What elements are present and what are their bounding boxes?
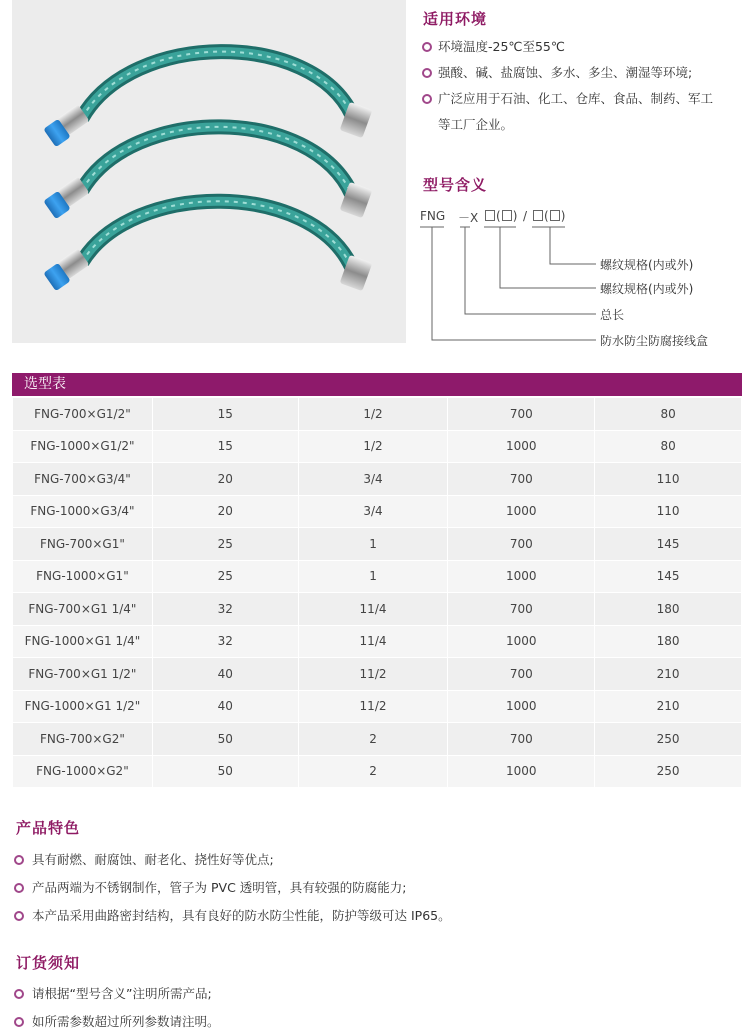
table-cell: FNG-700×G1/2" xyxy=(13,398,153,431)
table-cell: 1/2 xyxy=(298,398,448,431)
table-cell: 1/2 xyxy=(298,430,448,463)
table-row xyxy=(13,528,742,561)
table-cell: 1000 xyxy=(448,625,595,658)
bullet-circle-icon xyxy=(422,68,432,78)
table-row xyxy=(13,430,742,463)
ordering-item xyxy=(14,1008,734,1031)
model-slash: / xyxy=(523,209,528,223)
bullet-circle-icon xyxy=(422,94,432,104)
table-cell: 11/2 xyxy=(298,690,448,723)
table-cell: 1000 xyxy=(448,690,595,723)
table-row xyxy=(13,398,742,431)
table-cell: 1000 xyxy=(448,560,595,593)
table-cell: 15 xyxy=(152,398,298,431)
table-cell: 110 xyxy=(595,495,742,528)
table-cell: 25 xyxy=(152,528,298,561)
table-cell: 700 xyxy=(448,723,595,756)
table-cell: 32 xyxy=(152,593,298,626)
table-cell: 80 xyxy=(595,398,742,431)
table-cell: 700 xyxy=(448,463,595,496)
model-label-box: 防水防尘防腐接线盒 xyxy=(600,334,709,348)
table-cell: 110 xyxy=(595,463,742,496)
model-thread-1: ( ) xyxy=(484,209,517,223)
table-cell: 40 xyxy=(152,690,298,723)
environment-item xyxy=(422,60,742,86)
table-cell: 25 xyxy=(152,560,298,593)
feature-item xyxy=(14,846,734,874)
table-cell: FNG-700×G1 1/2" xyxy=(13,658,153,691)
environment-item xyxy=(422,86,742,138)
environment-item-text: 等工厂企业。 xyxy=(438,117,514,132)
feature-item xyxy=(14,902,734,930)
table-cell: 20 xyxy=(152,495,298,528)
table-row xyxy=(13,495,742,528)
ordering-title: 订货须知 xyxy=(16,954,81,972)
bullet-circle-icon xyxy=(14,1017,24,1027)
table-cell: 50 xyxy=(152,723,298,756)
table-cell: FNG-1000×G1/2" xyxy=(13,430,153,463)
table-cell: 210 xyxy=(595,658,742,691)
table-cell: 1000 xyxy=(448,755,595,788)
table-cell: 145 xyxy=(595,560,742,593)
table-cell: FNG-1000×G1" xyxy=(13,560,153,593)
table-cell: 1000 xyxy=(448,495,595,528)
table-cell: 15 xyxy=(152,430,298,463)
environment-item xyxy=(422,34,742,60)
table-row xyxy=(13,625,742,658)
table-cell: 700 xyxy=(448,658,595,691)
model-label-thread-1: 螺纹规格(内或外) xyxy=(600,258,694,272)
table-cell: 11/4 xyxy=(298,625,448,658)
table-cell: 50 xyxy=(152,755,298,788)
table-cell: FNG-700×G2" xyxy=(13,723,153,756)
ordering-list xyxy=(14,980,734,1031)
table-cell: 1000 xyxy=(448,430,595,463)
model-diagram xyxy=(420,200,740,350)
environment-list xyxy=(422,34,742,138)
table-cell: 1 xyxy=(298,528,448,561)
table-cell: 80 xyxy=(595,430,742,463)
table-cell: 700 xyxy=(448,528,595,561)
model-title: 型号含义 xyxy=(423,176,488,194)
table-row xyxy=(13,560,742,593)
table-cell: FNG-700×G3/4" xyxy=(13,463,153,496)
table-cell: 1 xyxy=(298,560,448,593)
table-row xyxy=(13,755,742,788)
environment-item-text: 环境温度-25℃至55℃ xyxy=(438,39,565,54)
selection-table xyxy=(12,397,742,788)
table-cell: 32 xyxy=(152,625,298,658)
ordering-item xyxy=(14,980,734,1008)
table-cell: 11/2 xyxy=(298,658,448,691)
environment-item-text: 强酸、碱、盐腐蚀、多水、多尘、潮湿等环境; xyxy=(438,65,693,80)
table-cell: 250 xyxy=(595,723,742,756)
table-cell: 145 xyxy=(595,528,742,561)
feature-item-text: 本产品采用曲路密封结构，具有良好的防水防尘性能，防护等级可达 IP65。 xyxy=(32,908,451,923)
table-cell: 180 xyxy=(595,625,742,658)
table-cell: FNG-1000×G1 1/2" xyxy=(13,690,153,723)
table-cell: 180 xyxy=(595,593,742,626)
table-cell: FNG-1000×G1 1/4" xyxy=(13,625,153,658)
table-row xyxy=(13,723,742,756)
table-row xyxy=(13,593,742,626)
table-cell: 3/4 xyxy=(298,463,448,496)
table-cell: FNG-700×G1 1/4" xyxy=(13,593,153,626)
hose-3 xyxy=(43,201,372,291)
features-title: 产品特色 xyxy=(16,819,81,837)
feature-item-text: 产品两端为不锈钢制作，管子为 PVC 透明管，具有较强的防腐能力; xyxy=(32,880,407,895)
table-cell: 700 xyxy=(448,398,595,431)
bullet-circle-icon xyxy=(14,989,24,999)
ordering-item-text: 请根据“型号含义”注明所需产品; xyxy=(32,986,212,1001)
table-cell: 210 xyxy=(595,690,742,723)
table-cell: 2 xyxy=(298,755,448,788)
table-cell: 3/4 xyxy=(298,495,448,528)
feature-item-text: 具有耐燃、耐腐蚀、耐老化、挠性好等优点; xyxy=(32,852,274,867)
selection-table-title: 选型表 xyxy=(12,373,742,396)
table-cell: 2 xyxy=(298,723,448,756)
table-row xyxy=(13,690,742,723)
bullet-circle-icon xyxy=(14,883,24,893)
table-cell: 20 xyxy=(152,463,298,496)
environment-title: 适用环境 xyxy=(423,10,488,28)
table-cell: FNG-700×G1" xyxy=(13,528,153,561)
bullet-circle-icon xyxy=(14,855,24,865)
environment-item-text: 广泛应用于石油、化工、仓库、食品、制药、军工 xyxy=(438,91,714,106)
model-thread-2: ( ) xyxy=(532,209,565,223)
table-row xyxy=(13,463,742,496)
hose-illustration xyxy=(12,0,406,343)
bullet-circle-icon xyxy=(422,42,432,52)
model-leader-lines xyxy=(420,200,740,350)
ordering-item-text: 如所需参数超过所列参数请注明。 xyxy=(32,1014,220,1029)
model-label-length: 总长 xyxy=(600,308,625,322)
table-cell: 250 xyxy=(595,755,742,788)
table-cell: 11/4 xyxy=(298,593,448,626)
table-cell: 700 xyxy=(448,593,595,626)
model-prefix: FNG xyxy=(420,209,446,223)
feature-item xyxy=(14,874,734,902)
table-cell: FNG-1000×G2" xyxy=(13,755,153,788)
product-photo xyxy=(12,0,406,343)
table-cell: 40 xyxy=(152,658,298,691)
model-label-thread-2: 螺纹规格(内或外) xyxy=(600,282,694,296)
model-dash-x: －X xyxy=(458,211,479,225)
bullet-circle-icon xyxy=(14,911,24,921)
features-list xyxy=(14,846,734,930)
table-cell: FNG-1000×G3/4" xyxy=(13,495,153,528)
table-row xyxy=(13,658,742,691)
